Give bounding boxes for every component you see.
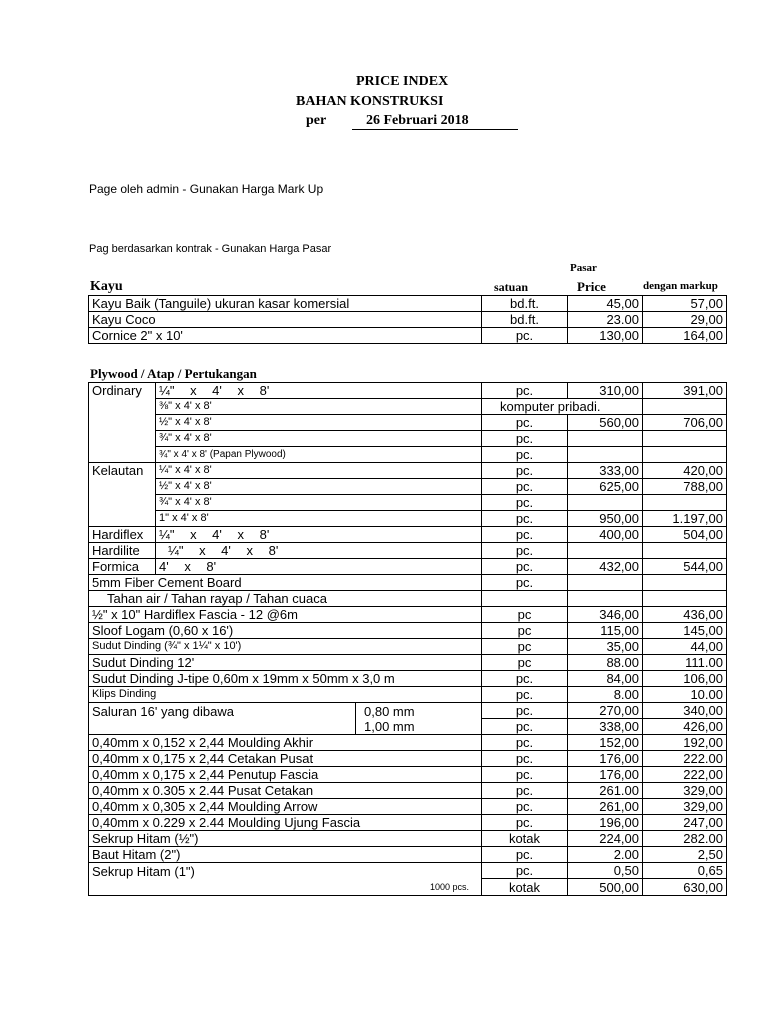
note-kontrak: Pag berdasarkan kontrak - Gunakan Harga Pasar: [89, 243, 332, 255]
item-unit: pc.: [482, 479, 568, 495]
item-markup: 145,00: [643, 623, 727, 639]
table-row: [89, 831, 727, 847]
table-row: [89, 527, 727, 543]
item-name: Cornice 2" x 10': [89, 328, 482, 344]
item-unit: pc.: [482, 847, 568, 863]
item-markup: [643, 575, 727, 591]
table-row: [89, 735, 727, 751]
item-unit: kotak: [482, 831, 568, 847]
table-row: [89, 559, 727, 575]
item-unit: pc.: [482, 767, 568, 783]
item-unit: pc.: [482, 799, 568, 815]
item-price: 88.00: [568, 655, 643, 671]
table-row: [89, 383, 727, 399]
table-row: [89, 431, 727, 447]
plywood-table: [88, 382, 727, 896]
item-unit: komputer pribadi.: [482, 399, 643, 415]
item-unit: pc.: [482, 495, 568, 511]
group-label-hardilite: Hardilite: [89, 543, 156, 559]
table-row: [89, 751, 727, 767]
table-row: [89, 575, 727, 591]
col-pasar-label: Pasar: [570, 262, 597, 274]
item-unit: pc.: [482, 703, 568, 719]
item-name: Sudut Dinding (¾" x 1¼" x 10'): [89, 639, 482, 655]
item-price: 35,00: [568, 639, 643, 655]
item-spec: ½" x 4' x 8': [156, 415, 482, 431]
table-row: [89, 415, 727, 431]
table-row: [89, 328, 727, 344]
item-markup: 504,00: [643, 527, 727, 543]
item-markup: 340,00: [643, 703, 727, 719]
item-spec: ½" x 4' x 8': [156, 479, 482, 495]
group-label-hardiflex: Hardiflex: [89, 527, 156, 543]
table-row: [89, 687, 727, 703]
item-size: 1,00 mm: [356, 719, 482, 735]
item-markup: 57,00: [643, 296, 727, 312]
item-markup: [643, 431, 727, 447]
item-price: 261.00: [568, 783, 643, 799]
table-row: [89, 847, 727, 863]
item-price: 84,00: [568, 671, 643, 687]
item-unit: pc.: [482, 815, 568, 831]
item-price: 2.00: [568, 847, 643, 863]
item-markup: [643, 399, 727, 415]
doc-subtitle: BAHAN KONSTRUKSI: [296, 94, 444, 109]
group-label-formica: Formica: [89, 559, 156, 575]
item-price: 130,00: [568, 328, 643, 344]
item-price: 176,00: [568, 751, 643, 767]
table-row: [89, 591, 727, 607]
item-price: 152,00: [568, 735, 643, 751]
item-price: 196,00: [568, 815, 643, 831]
item-unit: pc: [482, 655, 568, 671]
section-kayu-title: Kayu: [90, 279, 123, 294]
saluran-label: Saluran 16' yang dibawa: [89, 703, 356, 719]
item-markup: 706,00: [643, 415, 727, 431]
item-unit: kotak: [482, 879, 568, 896]
item-markup: 222.00: [643, 751, 727, 767]
table-row: [89, 479, 727, 495]
item-unit: pc: [482, 639, 568, 655]
doc-title: PRICE INDEX: [356, 74, 449, 89]
item-price: 333,00: [568, 463, 643, 479]
table-row: [89, 799, 727, 815]
item-markup: 29,00: [643, 312, 727, 328]
col-markup-label: dengan markup: [643, 280, 718, 292]
item-name: 5mm Fiber Cement Board: [89, 575, 482, 591]
item-name: Tahan air / Tahan rayap / Tahan cuaca: [89, 591, 482, 607]
item-markup: 329,00: [643, 799, 727, 815]
table-row: [89, 312, 727, 328]
table-row: [89, 399, 727, 415]
item-spec: ¼" x 4' x 8': [156, 463, 482, 479]
item-size: 0,80 mm: [356, 703, 482, 719]
table-row: [89, 655, 727, 671]
item-price: 45,00: [568, 296, 643, 312]
item-price: 310,00: [568, 383, 643, 399]
table-row: [89, 447, 727, 463]
item-markup: 164,00: [643, 328, 727, 344]
col-satuan-label: satuan: [494, 280, 529, 294]
table-row: [89, 719, 727, 735]
item-markup: 544,00: [643, 559, 727, 575]
item-markup: [643, 447, 727, 463]
item-markup: 0,65: [643, 863, 727, 879]
item-name: 0,40mm x 0,152 x 2,44 Moulding Akhir: [89, 735, 482, 751]
item-spec: ¾" x 4' x 8': [156, 495, 482, 511]
item-price: 0,50: [568, 863, 643, 879]
item-markup: 630,00: [643, 879, 727, 896]
item-markup: 111.00: [643, 655, 727, 671]
table-row: [89, 703, 727, 719]
item-spec: ¾" x 4' x 8' (Papan Plywood): [156, 447, 482, 463]
item-name: Sekrup Hitam (½"): [89, 831, 482, 847]
item-name: 0,40mm x 0,175 x 2,44 Cetakan Pusat: [89, 751, 482, 767]
item-price: 8.00: [568, 687, 643, 703]
item-spec: ¼" x 4' x 8': [156, 543, 482, 559]
item-unit: pc.: [482, 735, 568, 751]
item-markup: 44,00: [643, 639, 727, 655]
item-markup: 106,00: [643, 671, 727, 687]
item-markup: [643, 591, 727, 607]
col-price-label: Price: [577, 279, 606, 294]
item-unit: pc.: [482, 328, 568, 344]
item-price: 950,00: [568, 511, 643, 527]
doc-date: 26 Februari 2018: [352, 113, 518, 130]
item-unit: pc.: [482, 863, 568, 879]
item-name: 0,40mm x 0,305 x 2,44 Moulding Arrow: [89, 799, 482, 815]
item-quantity-note: 1000 pcs.: [89, 879, 482, 896]
item-spec: ¾" x 4' x 8': [156, 431, 482, 447]
item-name: Kayu Coco: [89, 312, 482, 328]
item-price: 400,00: [568, 527, 643, 543]
item-price: 338,00: [568, 719, 643, 735]
table-row: [89, 783, 727, 799]
item-markup: 1.197,00: [643, 511, 727, 527]
item-markup: 10.00: [643, 687, 727, 703]
item-price: [568, 591, 643, 607]
item-markup: 788,00: [643, 479, 727, 495]
table-row: [89, 543, 727, 559]
item-unit: pc.: [482, 559, 568, 575]
item-name: Baut Hitam (2"): [89, 847, 482, 863]
item-name: 0,40mm x 0.305 x 2.44 Pusat Cetakan: [89, 783, 482, 799]
table-row: [89, 863, 727, 879]
item-unit: pc.: [482, 543, 568, 559]
item-unit: bd.ft.: [482, 312, 568, 328]
item-spec: 4' x 8': [156, 559, 482, 575]
item-name: Sudut Dinding J-tipe 0,60m x 19mm x 50mm x 3,0 m: [89, 671, 482, 687]
item-price: [568, 431, 643, 447]
item-markup: 391,00: [643, 383, 727, 399]
item-markup: 426,00: [643, 719, 727, 735]
item-price: [568, 447, 643, 463]
item-markup: 2,50: [643, 847, 727, 863]
item-markup: 329,00: [643, 783, 727, 799]
section-plywood-title: Plywood / Atap / Pertukangan: [90, 366, 257, 381]
item-unit: pc.: [482, 575, 568, 591]
kayu-table: [88, 295, 727, 344]
item-spec: ¼" x 4' x 8': [156, 383, 482, 399]
item-name: ½" x 10" Hardiflex Fascia - 12 @6m: [89, 607, 482, 623]
item-unit: pc.: [482, 783, 568, 799]
item-markup: [643, 543, 727, 559]
item-price: 224,00: [568, 831, 643, 847]
table-row: [89, 639, 727, 655]
item-markup: 247,00: [643, 815, 727, 831]
item-price: 270,00: [568, 703, 643, 719]
item-price: 115,00: [568, 623, 643, 639]
item-unit: pc.: [482, 671, 568, 687]
item-price: 560,00: [568, 415, 643, 431]
item-unit: pc.: [482, 751, 568, 767]
saluran-label-blank: [89, 719, 356, 735]
item-unit: [482, 591, 568, 607]
item-price: 261,00: [568, 799, 643, 815]
table-row: [89, 296, 727, 312]
item-unit: pc.: [482, 383, 568, 399]
item-price: 346,00: [568, 607, 643, 623]
item-name: 0,40mm x 0.229 x 2.44 Moulding Ujung Fascia: [89, 815, 482, 831]
table-row: [89, 623, 727, 639]
item-name: Sudut Dinding 12': [89, 655, 482, 671]
per-label: per: [306, 113, 327, 128]
item-spec: ¼" x 4' x 8': [156, 527, 482, 543]
group-label-ordinary: Ordinary: [89, 383, 156, 463]
item-markup: 282.00: [643, 831, 727, 847]
item-unit: pc.: [482, 719, 568, 735]
item-price: [568, 495, 643, 511]
item-unit: pc.: [482, 431, 568, 447]
table-row: [89, 767, 727, 783]
note-admin: Page oleh admin - Gunakan Harga Mark Up: [89, 182, 324, 196]
table-row: [89, 495, 727, 511]
item-markup: 222,00: [643, 767, 727, 783]
item-name: Sekrup Hitam (1"): [89, 863, 482, 879]
item-price: [568, 543, 643, 559]
item-price: 23.00: [568, 312, 643, 328]
item-spec: ⅜" x 4' x 8': [156, 399, 482, 415]
table-row: [89, 815, 727, 831]
item-markup: 420,00: [643, 463, 727, 479]
item-price: 625,00: [568, 479, 643, 495]
item-unit: pc.: [482, 447, 568, 463]
item-price: 432,00: [568, 559, 643, 575]
item-name: Sloof Logam (0,60 x 16'): [89, 623, 482, 639]
table-row: [89, 463, 727, 479]
item-spec: 1" x 4' x 8': [156, 511, 482, 527]
item-unit: pc.: [482, 687, 568, 703]
item-unit: pc.: [482, 463, 568, 479]
table-row: [89, 671, 727, 687]
item-price: [568, 575, 643, 591]
table-row: [89, 607, 727, 623]
item-markup: 436,00: [643, 607, 727, 623]
item-price: 500,00: [568, 879, 643, 896]
item-name: 0,40mm x 0,175 x 2,44 Penutup Fascia: [89, 767, 482, 783]
item-unit: bd.ft.: [482, 296, 568, 312]
item-unit: pc.: [482, 511, 568, 527]
table-row: [89, 879, 727, 896]
item-price: 176,00: [568, 767, 643, 783]
item-markup: 192,00: [643, 735, 727, 751]
item-unit: pc.: [482, 415, 568, 431]
group-label-kelautan: Kelautan: [89, 463, 156, 527]
item-unit: pc: [482, 607, 568, 623]
item-name: Klips Dinding: [89, 687, 482, 703]
item-unit: pc.: [482, 527, 568, 543]
table-row: [89, 511, 727, 527]
item-markup: [643, 495, 727, 511]
item-name: Kayu Baik (Tanguile) ukuran kasar komersial: [89, 296, 482, 312]
item-unit: pc: [482, 623, 568, 639]
